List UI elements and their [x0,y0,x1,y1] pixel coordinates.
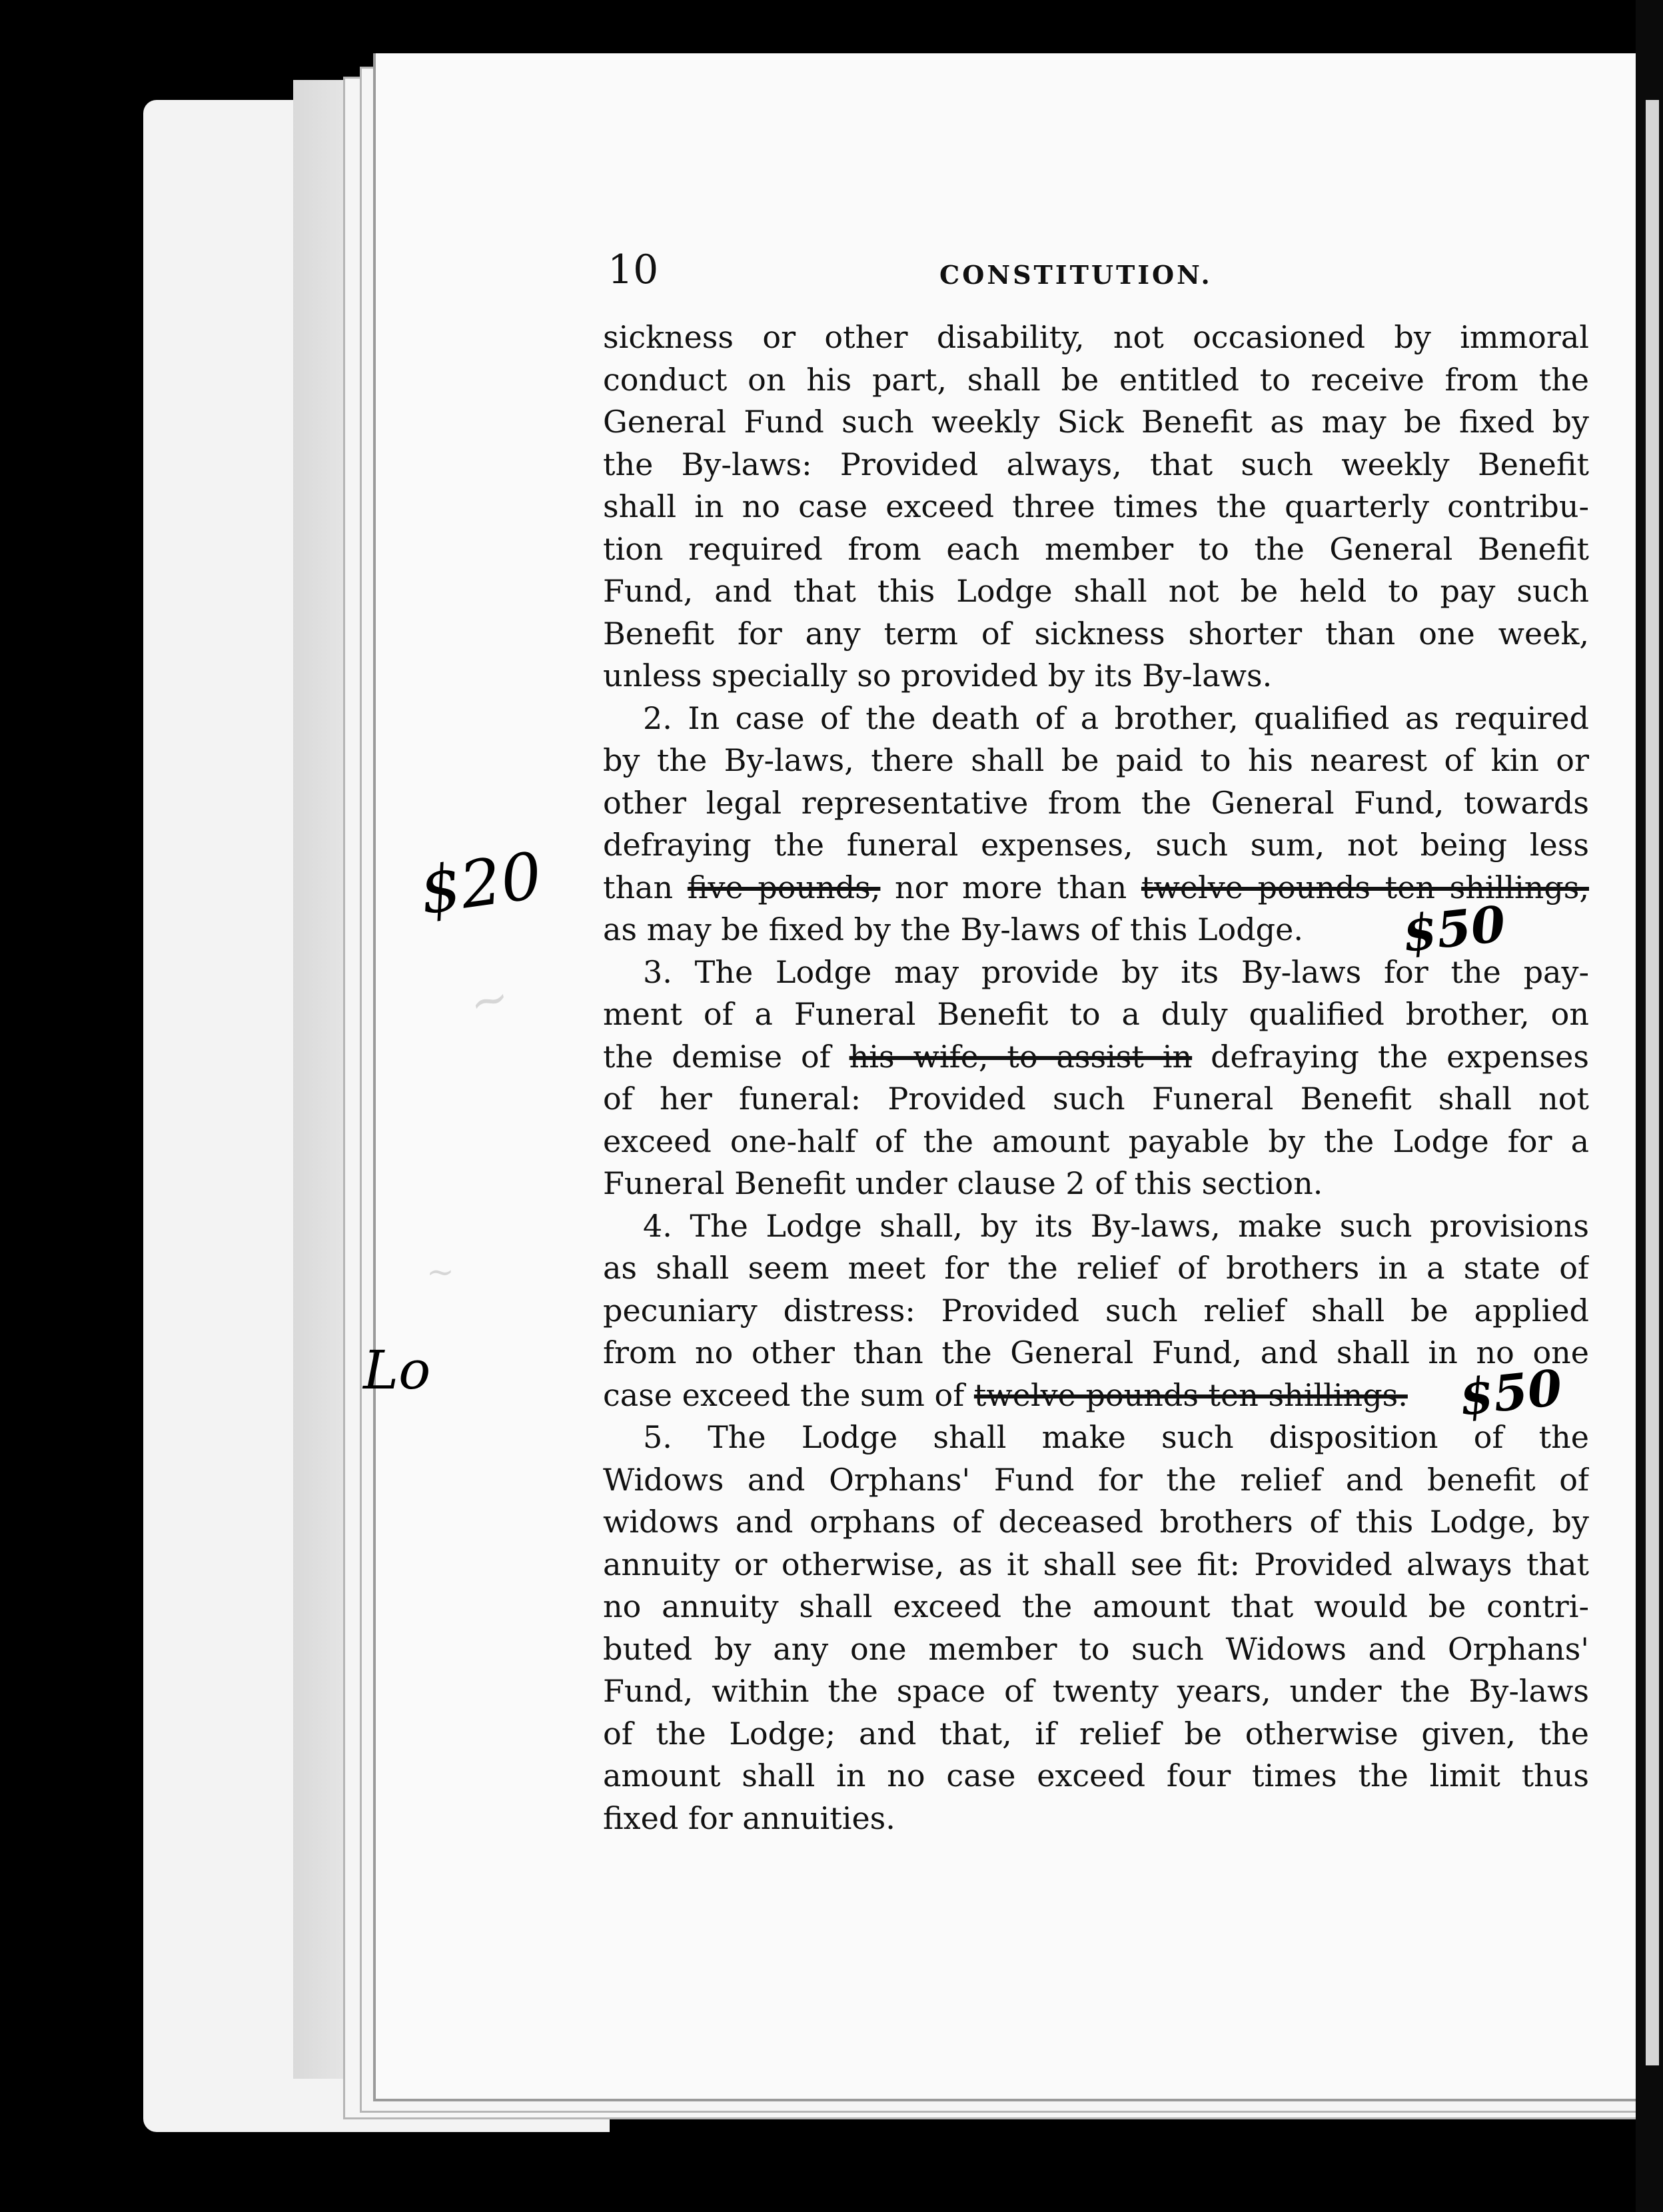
text-line: as may be fixed by the By-laws of this Lodge. [603,911,1303,947]
handwritten-margin-amount: $20 [415,837,547,929]
text-segment: the demise of [603,1038,831,1075]
text-line: 4. The Lodge shall, by its By-laws, make such provisions [643,1207,1589,1244]
text-line: ment of a Funeral Benefit to a duly qualified brother, on [603,996,1589,1032]
text-line: of her funeral: Provided such Funeral Benefit shall not [603,1081,1589,1117]
text-line: amount shall in no case exceed four times the limit thus [603,1758,1589,1794]
page-number: 10 [608,247,659,293]
text-line: Widows and Orphans' Fund for the relief and benefit of [603,1461,1589,1498]
struck-text: twelve pounds ten shillings, [1141,869,1589,905]
faint-pencil-mark: ~ [463,968,516,1032]
struck-text: his wife, to assist in [849,1038,1193,1075]
text-line: other legal representative from the General Fund, towards [603,784,1589,821]
text-line-with-strikes [603,1036,1589,1079]
text-line-with-strikes [603,1375,1589,1417]
text-segment: case exceed the sum of [603,1377,965,1413]
text-line: fixed for annuities. [603,1800,895,1836]
text-line: General Fund such weekly Sick Benefit as may be fixed by [603,404,1589,440]
text-line: Fund, within the space of twenty years, under the By-laws [603,1673,1589,1709]
text-line: widows and orphans of deceased brothers of this Lodge, by [603,1504,1589,1540]
text-line: unless specially so provided by its By-laws. [603,658,1273,694]
text-line: no annuity shall exceed the amount that would be contri- [603,1588,1589,1624]
text-line: 3. The Lodge may provide by its By-laws for the pay- [643,953,1589,990]
text-line: from no other than the General Fund, and shall in no one [603,1335,1589,1371]
text-line: by the By-laws, there shall be paid to his nearest of kin or [603,742,1589,778]
text-line: tion required from each member to the General Benefit [603,530,1589,567]
text-line: sickness or other disability, not occasioned by immoral [603,319,1589,355]
text-line: exceed one-half of the amount payable by the Lodge for a [603,1123,1589,1159]
text-line: Benefit for any term of sickness shorter than one week, [603,615,1589,652]
handwritten-margin-letters: Lo [363,1339,431,1401]
body-text [603,316,1589,1840]
text-line: 5. The Lodge shall make such disposition of the [643,1419,1589,1455]
text-line: pecuniary distress: Provided such relief shall be applied [603,1292,1589,1329]
text-segment: than [603,869,674,905]
handwritten-inline-amount: $50 [1399,895,1508,963]
text-line: Fund, and that this Lodge shall not be held to pay such [603,573,1589,609]
text-line: annuity or otherwise, as it shall see fit: Provided always that [603,1546,1589,1582]
running-head: CONSTITUTION. [939,260,1213,290]
page-header [608,247,1587,293]
text-line: shall in no case exceed three times the quarterly contribu- [603,488,1589,524]
text-segment: nor more than [895,869,1127,905]
next-page-edge [1646,100,1659,2065]
text-line: 2. In case of the death of a brother, qualified as required [643,700,1589,736]
struck-text: twelve pounds ten shillings. [973,1377,1408,1413]
text-line: defraying the funeral expenses, such sum, not being less [603,827,1589,863]
text-line: buted by any one member to such Widows and Orphans' [603,1630,1589,1667]
text-segment: defraying the expenses [1211,1038,1589,1075]
text-line: the By-laws: Provided always, that such weekly Benefit [603,446,1589,482]
handwritten-inline-amount: $50 [1456,1359,1565,1427]
text-line: conduct on his part, shall be entitled to receive from the [603,361,1589,398]
faint-pencil-mark: ~ [426,1253,454,1291]
text-line: as shall seem meet for the relief of brothers in a state of [603,1250,1589,1286]
text-line: of the Lodge; and that, if relief be otherwise given, the [603,1715,1589,1752]
text-line: Funeral Benefit under clause 2 of this section. [603,1165,1323,1201]
struck-text: five pounds, [687,869,881,905]
